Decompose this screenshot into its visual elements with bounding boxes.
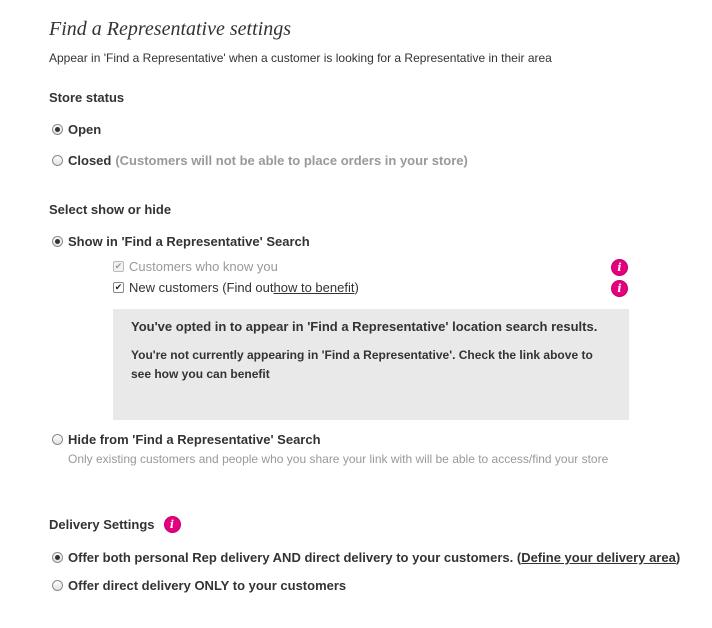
store-open-label: Open <box>68 122 102 137</box>
define-delivery-area-link[interactable]: Define your delivery area <box>521 550 676 565</box>
customers-know-label: Customers who know you <box>129 259 278 274</box>
delivery-both-suffix: ) <box>675 550 681 565</box>
store-open-radio[interactable] <box>52 124 63 135</box>
how-to-benefit-link[interactable]: how to benefit <box>273 280 355 295</box>
new-customers-option[interactable] <box>113 280 359 295</box>
store-open-option[interactable] <box>52 122 101 137</box>
store-closed-label: Closed <box>68 153 112 168</box>
info-box-heading: You've opted in to appear in 'Find a Representative' location search results. <box>131 319 598 334</box>
new-customers-suffix: ) <box>354 280 359 295</box>
check-icon: ✔ <box>114 261 123 271</box>
store-closed-option[interactable] <box>52 153 468 168</box>
delivery-both-option[interactable] <box>52 550 680 565</box>
customers-know-info-icon[interactable]: i <box>611 259 628 276</box>
delivery-info-icon[interactable]: i <box>164 516 181 533</box>
store-closed-radio[interactable] <box>52 155 63 166</box>
visibility-heading: Select show or hide <box>49 202 172 217</box>
delivery-direct-label: Offer direct delivery ONLY to your customers <box>68 578 347 593</box>
customers-know-checkbox[interactable] <box>113 261 124 272</box>
customers-know-option[interactable] <box>113 259 278 274</box>
info-box-text: You're not currently appearing in 'Find a Representative'. Check the link above to see how you can benefit <box>131 348 593 381</box>
hide-from-search-option[interactable] <box>52 432 321 447</box>
delivery-direct-option[interactable] <box>52 578 346 593</box>
new-customers-checkbox[interactable] <box>113 282 124 293</box>
show-in-search-option[interactable] <box>52 234 310 249</box>
hide-from-search-label: Hide from 'Find a Representative' Search <box>68 432 321 447</box>
check-icon: ✔ <box>114 282 123 292</box>
store-closed-note: (Customers will not be able to place orders in your store) <box>115 153 468 168</box>
page-title: Find a Representative settings <box>49 18 291 40</box>
page-subtitle: Appear in 'Find a Representative' when a customer is looking for a Representative in their area <box>49 51 552 65</box>
new-customers-info-icon[interactable]: i <box>611 280 628 297</box>
hide-from-search-description: Only existing customers and people who you share your link with will be able to access/find your store <box>68 452 609 466</box>
new-customers-label: New customers (Find out <box>129 280 274 295</box>
delivery-direct-radio[interactable] <box>52 580 63 591</box>
delivery-both-label: Offer both personal Rep delivery AND direct delivery to your customers. ( <box>68 550 522 565</box>
store-status-heading: Store status <box>49 90 125 105</box>
delivery-both-radio[interactable] <box>52 552 63 563</box>
show-in-search-label: Show in 'Find a Representative' Search <box>68 234 310 249</box>
opt-in-info-box <box>113 309 629 420</box>
hide-from-search-radio[interactable] <box>52 434 63 445</box>
show-in-search-radio[interactable] <box>52 236 63 247</box>
delivery-heading-row <box>49 516 181 533</box>
delivery-heading: Delivery Settings <box>49 517 155 532</box>
